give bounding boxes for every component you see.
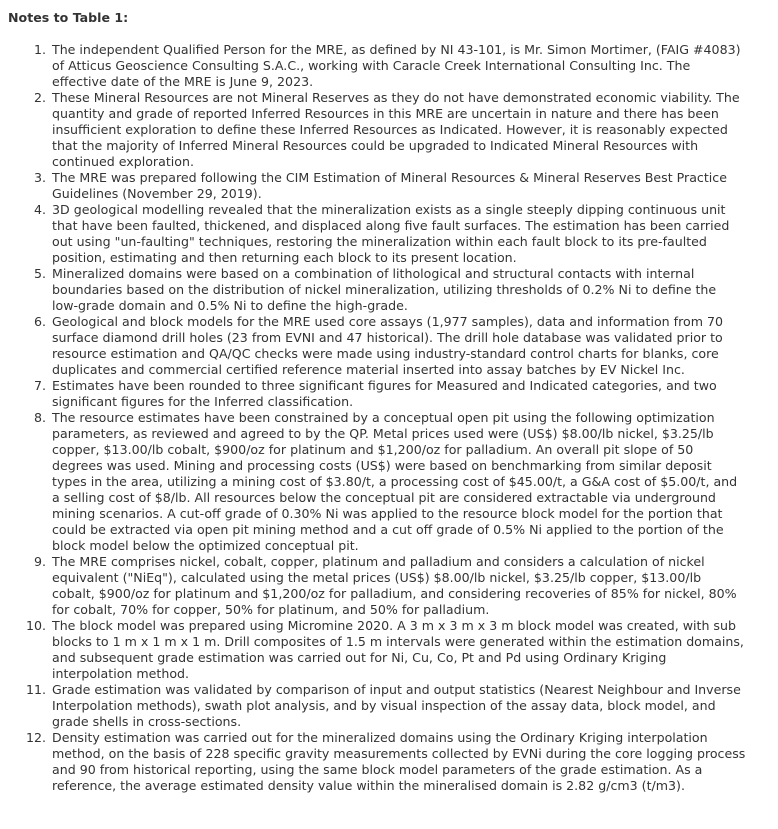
note-item-11: 11. Grade estimation was validated by comparison of input and output statistics (Nearest Neighbour and Inverse Interpolation methods), swath plot analysis, and by visual inspection of the assay data, block model, and grade shells in cross-sections. bbox=[50, 682, 746, 730]
note-item-4: 4. 3D geological modelling revealed that the mineralization exists as a single steeply dipping continuous unit that have been faulted, thickened, and displaced along five fault surfaces. The estimation has been carried out using "un-faulting" techniques, restoring the mineralization within each fault block to its pre-faulted position, estimating and then returning each block to its present location. bbox=[50, 202, 746, 266]
note-item-2: 2. These Mineral Resources are not Mineral Reserves as they do not have demonstrated economic viability. The quantity and grade of reported Inferred Resources in this MRE are uncertain in nature and there has been insufficient exploration to define these Inferred Resources as Indicated. However, it is reasonably expected that the majority of Inferred Mineral Resources could be upgraded to Indicated Mineral Resources with continued exploration. bbox=[50, 90, 746, 170]
note-item-5: 5. Mineralized domains were based on a combination of lithological and structural contacts with internal boundaries based on the distribution of nickel mineralization, utilizing thresholds of 0.2% Ni to define the low-grade domain and 0.5% Ni to define the high-grade. bbox=[50, 266, 746, 314]
note-item-6: 6. Geological and block models for the MRE used core assays (1,977 samples), data and information from 70 surface diamond drill holes (23 from EVNI and 47 historical). The drill hole database was validated prior to resource estimation and QA/QC checks were made using industry-standard control charts for blanks, core duplicates and commercial certified reference material inserted into assay batches by EV Nickel Inc. bbox=[50, 314, 746, 378]
note-item-9: 9. The MRE comprises nickel, cobalt, copper, platinum and palladium and considers a calculation of nickel equivalent ("NiEq"), calculated using the metal prices (US$) $8.00/lb nickel, $3.25/lb copper, $13.00/lb cobalt, $900/oz for platinum and $1,200/oz for palladium, and considering recoveries of 85% for nickel, 80% for cobalt, 70% for copper, 50% for platinum, and 50% for palladium. bbox=[50, 554, 746, 618]
note-item-8: 8. The resource estimates have been constrained by a conceptual open pit using the following optimization parameters, as reviewed and agreed to by the QP. Metal prices used were (US$) $8.00/lb nickel, $3.25/lb copper, $13.00/lb cobalt, $900/oz for platinum and $1,200/oz for palladium. An overall pit slope of 50 degrees was used. Mining and processing costs (US$) were based on benchmarking from similar deposit types in the area, utilizing a mining cost of $3.80/t, a processing cost of $45.00/t, a G&A cost of $5.00/t, and a selling cost of $8/lb. All resources below the conceptual pit are considered extractable via underground mining scenarios. A cut-off grade of 0.30% Ni was applied to the resource block model for the portion that could be extracted via open pit mining method and a cut off grade of 0.5% Ni applied to the portion of the block model below the optimized conceptual pit. bbox=[50, 410, 746, 554]
note-item-7: 7. Estimates have been rounded to three significant figures for Measured and Indicated categories, and two significant figures for the Inferred classification. bbox=[50, 378, 746, 410]
note-item-12: 12. Density estimation was carried out for the mineralized domains using the Ordinary Kriging interpolation method, on the basis of 228 specific gravity measurements collected by EVNi during the core logging process and 90 from historical reporting, using the same block model parameters of the grade estimation. As a reference, the average estimated density value within the mineralised domain is 2.82 g/cm3 (t/m3). bbox=[50, 730, 746, 794]
page-title: Notes to Table 1: bbox=[8, 10, 129, 25]
notes-list bbox=[8, 42, 746, 794]
note-item-10: 10. The block model was prepared using Micromine 2020. A 3 m x 3 m x 3 m block model was created, with sub blocks to 1 m x 1 m x 1 m. Drill composites of 1.5 m intervals were generated within the estimation domains, and subsequent grade estimation was carried out for Ni, Cu, Co, Pt and Pd using Ordinary Kriging interpolation method. bbox=[50, 618, 746, 682]
note-item-1: 1. The independent Qualified Person for the MRE, as defined by NI 43-101, is Mr. Simon Mortimer, (FAIG #4083) of Atticus Geoscience Consulting S.A.C., working with Caracle Creek International Consulting Inc. The effective date of the MRE is June 9, 2023. bbox=[50, 42, 746, 90]
note-item-3: 3. The MRE was prepared following the CIM Estimation of Mineral Resources & Mineral Reserves Best Practice Guidelines (November 29, 2019). bbox=[50, 170, 746, 202]
